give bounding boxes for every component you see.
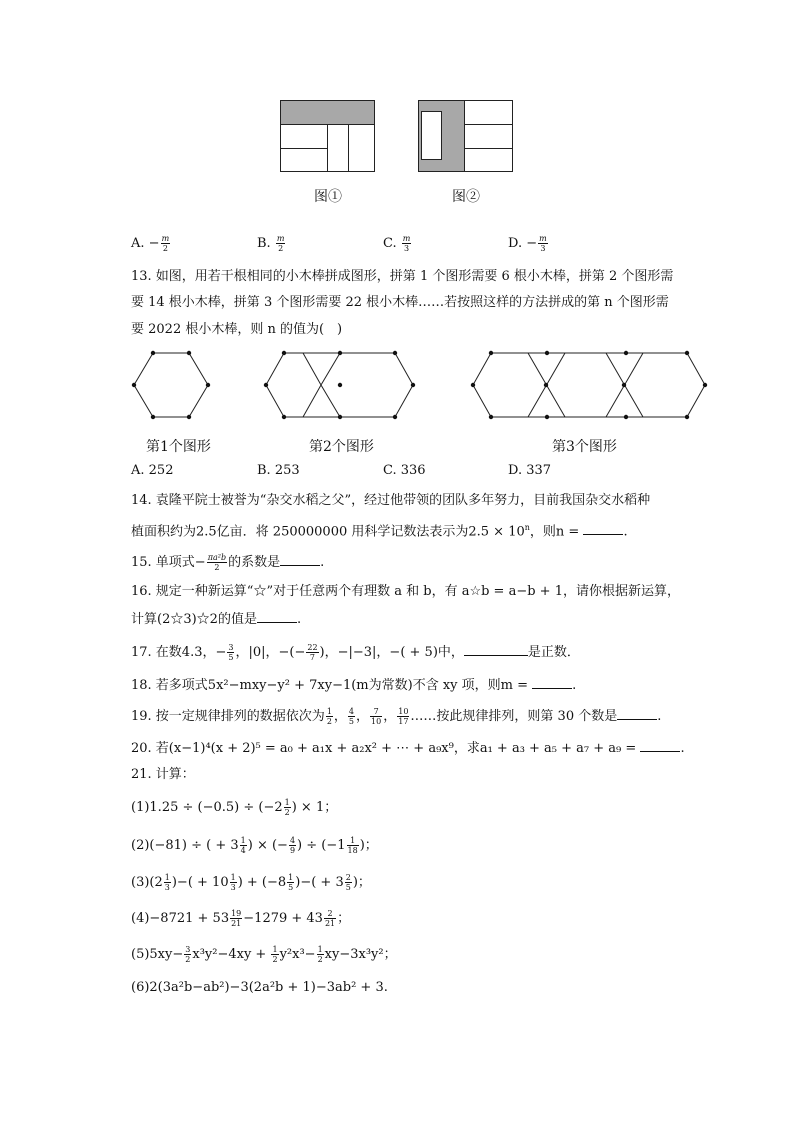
- fraction: $\frac{m}{3}$: [402, 234, 411, 253]
- q17-line: 17. 在数4.3，− $\frac{3}{5}$ ，|0|，−(− $\frac{22}{7}$ )，−|−3|，−( + 5)中， 是正数．: [131, 643, 580, 662]
- q12-option-d[interactable]: D. − $\frac{m}{3}$: [508, 234, 547, 253]
- q20-answer-blank[interactable]: [640, 739, 680, 752]
- fraction: $\frac{m}{2}$: [276, 234, 285, 253]
- figure-2: [418, 100, 514, 173]
- q15-answer-blank[interactable]: [280, 553, 320, 566]
- q13-option-a[interactable]: A. 252: [131, 463, 174, 478]
- hexagon-figure-2: [262, 348, 422, 424]
- hexagon-figure-1: [128, 348, 218, 424]
- q21-part6: (6)2(3a²b−ab²)−3(2a²b + 1)−3ab² + 3.: [131, 980, 388, 995]
- figure-1-caption: 图①: [314, 189, 342, 205]
- q13-line1: 13. 如图，用若干根相同的小木棒拼成图形，拼第 1 个图形需要 6 根小木棒，拼第 2 个图形需: [131, 269, 674, 284]
- fraction: $\frac{m}{2}$: [161, 234, 170, 253]
- q21-part3: (3)(2 $\frac{1}{3}$ )−( + 10 $\frac{1}{3}$ ) + (−8 $\frac{1}{5}$ )−( + 3 $\frac{2}{5}$ )；: [131, 873, 371, 892]
- q14-line1: 14. 袁隆平院士被誉为“杂交水稻之父”，经过他带领的团队多年努力，目前我国杂交水稻种: [131, 493, 651, 508]
- q12-option-a[interactable]: A. − $\frac{m}{2}$: [131, 234, 170, 253]
- q16-answer-blank[interactable]: [257, 610, 297, 623]
- fraction: $\frac{3}{5}$: [228, 643, 234, 662]
- q13-option-c[interactable]: C. 336: [383, 463, 426, 478]
- hexagon-caption-3: 第3个图形: [552, 439, 617, 455]
- q12-option-c[interactable]: C. $\frac{m}{3}$: [383, 234, 411, 253]
- q15-line: 15. 单项式− $\frac{\text{πa²b}}{2}$ 的系数是 .: [131, 553, 325, 572]
- q14-line2: 植面积约为2.5亿亩．将 250000000 用科学记数法表示为$2.5 \times 10^n$，则n = .: [131, 523, 628, 540]
- q19-answer-blank[interactable]: [617, 707, 657, 720]
- figure-2-caption: 图②: [452, 189, 480, 205]
- q18-line: 18. 若多项式5x²−mxy−y² + 7xy−1(m为常数)不含 xy 项，则m = .: [131, 678, 577, 693]
- q19-line: 19. 按一定规律排列的数据依次为 $\frac{1}{2}$ ， $\frac{4}{5}$ ， $\frac{7}{10}$ ， $\frac{10}{17}$ ……按此规律排列，则第 30 个数是 .: [131, 707, 662, 726]
- q13-option-d[interactable]: D. 337: [508, 463, 552, 478]
- fraction: $\frac{m}{3}$: [539, 234, 547, 253]
- fraction: $\frac{22}{7}$: [307, 643, 318, 662]
- figure-1: [280, 100, 376, 173]
- hexagon-caption-1: 第1个图形: [146, 439, 211, 455]
- q17-answer-blank[interactable]: [464, 643, 528, 656]
- q16-line1: 16. 规定一种新运算“☆”对于任意两个有理数 a 和 b，有 a☆b = a−b + 1，请你根据新运算，: [131, 584, 680, 599]
- q18-answer-blank[interactable]: [532, 676, 572, 689]
- q13-line3: 要 2022 根小木棒，则 n 的值为( ): [131, 322, 343, 337]
- q21-part5: (5)5xy− $\frac{3}{2}$ x³y²−4xy + $\frac{1}{2}$ y²x³− $\frac{1}{2}$ xy−3x³y²；: [131, 945, 397, 964]
- q21-title: 21. 计算：: [131, 767, 195, 782]
- q14-answer-blank[interactable]: [583, 522, 623, 535]
- q13-line2: 要 14 根小木棒，拼第 3 个图形需要 22 根小木棒……若按照这样的方法拼成的第 n 个图形需: [131, 295, 669, 310]
- q12-option-b[interactable]: B. $\frac{m}{2}$: [257, 234, 285, 253]
- fraction: $\frac{\text{πa²b}}{2}$: [207, 553, 227, 572]
- q20-line: 20. 若(x−1)⁴(x + 2)⁵ = a₀ + a₁x + a₂x² + ⋯ + a₉x⁹，求a₁ + a₃ + a₅ + a₇ + a₉ = .: [131, 741, 685, 756]
- hexagon-figure-3: [469, 348, 709, 424]
- hexagon-caption-2: 第2个图形: [309, 439, 374, 455]
- q16-line2: 计算(2☆3)☆2的值是 .: [131, 612, 302, 627]
- q21-part4: (4)−8721 + 53 $\frac{19}{21}$ −1279 + 43 $\frac{2}{21}$ ；: [131, 909, 351, 928]
- q21-part2: (2)(−81) ÷ ( + 3 $\frac{1}{4}$ ) × (− $\frac{4}{9}$ ) ÷ (−1 $\frac{1}{18}$ )；: [131, 836, 378, 855]
- q13-option-b[interactable]: B. 253: [257, 463, 300, 478]
- q21-part1: (1)1.25 ÷ (−0.5) ÷ (−2 $\frac{1}{2}$ ) × 1；: [131, 798, 338, 817]
